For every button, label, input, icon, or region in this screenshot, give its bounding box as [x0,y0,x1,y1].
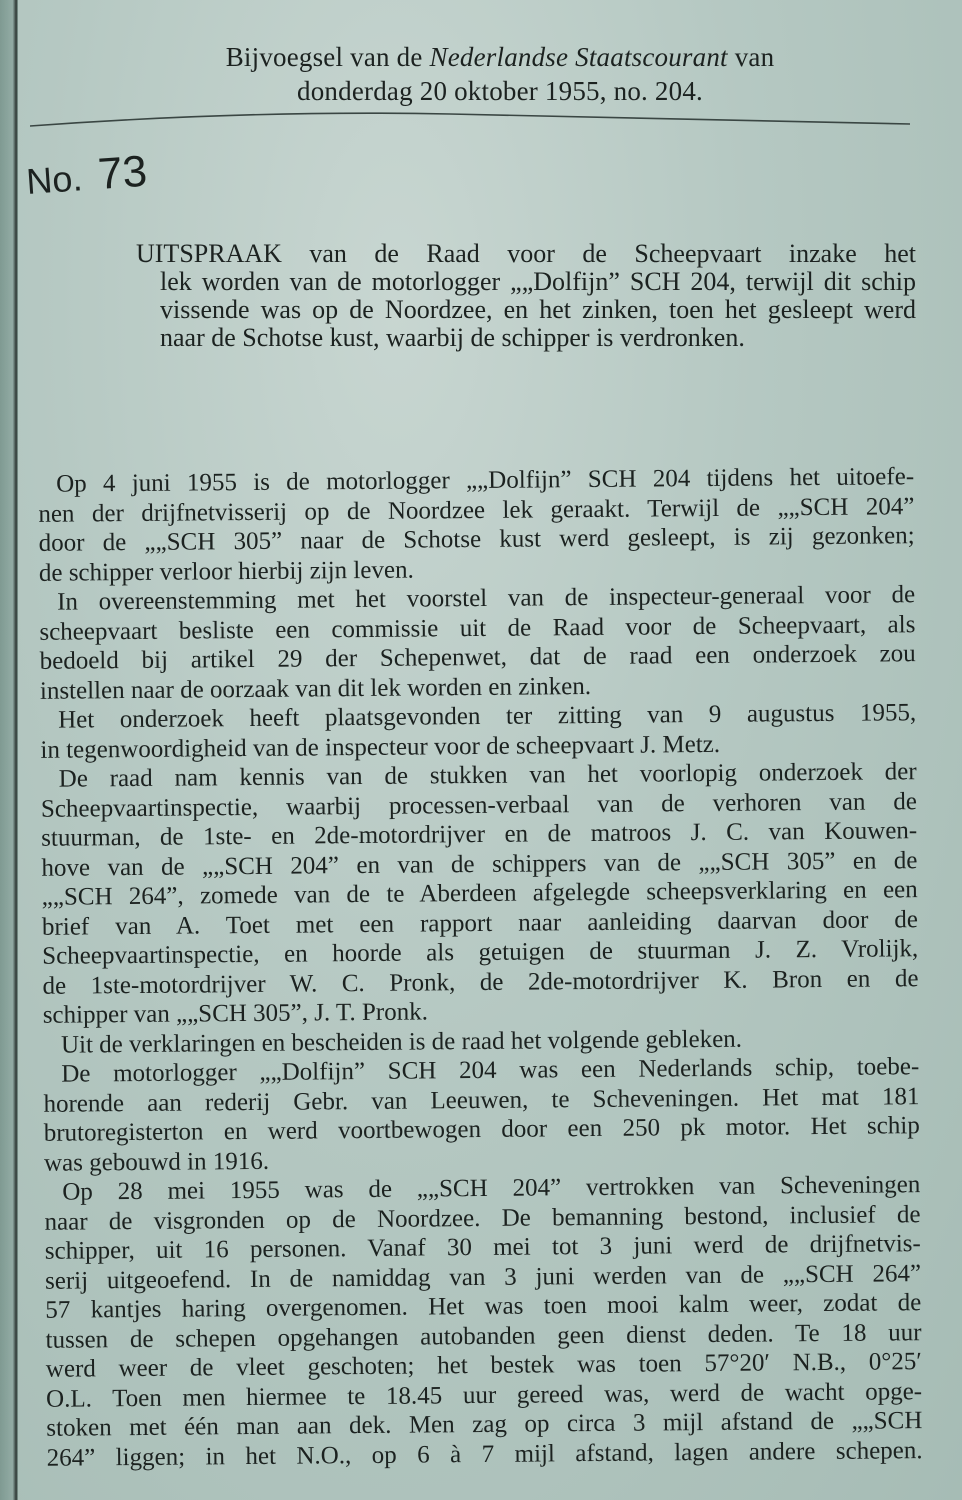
text-line: instellen naar de oorzaak van dit lek worden en zinken. [39,672,592,705]
book-spine-edge [0,0,18,1500]
number-label: No. [24,157,84,203]
text-line: brief van A. Toet met een rapport naar aanleiding daarvan door de [41,905,919,941]
text-line: Op 4 juni 1955 is de motorlogger „„Dolfijn” SCH 204 tijdens het uitoefe- [56,463,915,498]
text-line: werd weer de vleet geschoten; het bestek was toen 57°20′ N.B., 0°25′ [45,1348,922,1383]
header-line-1 [130,40,870,74]
text-line: Scheepvaartinspectie, en hoorde als getuigen de stuurman J. Z. Vrolijk, [42,935,919,970]
text-line: Op 28 mei 1955 was de „„SCH 204” vertrokken van Scheveningen [62,1171,921,1206]
paragraph [23,1052,920,1178]
header-suffix: van [727,42,775,72]
text-line: stuurman, de 1ste- en 2de-motordrijver en de matroos J. C. van Kouwen- [41,817,918,852]
text-line: in tegenwoordigheid van de inspecteur voor de scheepvaart J. Metz. [40,730,721,764]
text-line: horende aan rederij Gebr. van Leeuwen, te Scheveningen. Het mat 181 [43,1082,920,1118]
paragraph [20,698,916,765]
text-line: scheepvaart besliste een commissie uit de Raad voor de Scheepvaart, als [39,610,916,646]
text-line: stoken met één man aan dek. Men zag op circa 3 mijl afstand de „„SCH [46,1407,923,1442]
title-first-line: UITSPRAAK van de Raad voor de Scheepvaart inzake het [136,239,916,268]
text-line: Scheepvaartinspectie, waarbij processen-verbaal van de verhoren van de [40,787,918,823]
publication-header [130,40,870,108]
text-line: De raad nam kennis van de stukken van het voorlopig onderzoek der [58,758,917,793]
text-line: brutoregisterton en werd voortbewogen door een 250 pk motor. Het schip [43,1112,920,1147]
document-page [18,0,962,1500]
header-prefix: Bijvoegsel van de [225,42,430,72]
text-line: 264” liggen; in het N.O., op 6 à 7 mijl afstand, lagen andere schepen. [46,1436,923,1472]
text-line: door de „„SCH 305” naar de Schotse kust werd gesleept, is zij gezonken; [38,522,915,557]
text-line: de schipper verloor hierbij zijn leven. [38,556,414,587]
text-line: serij uitgeoefend. In de namiddag van 3 juni werden van de „„SCH 264” [44,1259,922,1295]
paragraph [18,462,915,588]
text-line: In overeenstemming met het voorstel van de inspecteur-generaal voor de [57,581,916,616]
header-line-2: donderdag 20 oktober 1955, no. 204. [297,76,703,106]
text-line: bedoeld bij artikel 29 der Schepenwet, dat de raad een onderzoek zou [39,640,916,675]
number-value: 73 [96,146,149,199]
text-line: schipper, uit 16 personen. Vanaf 30 mei tot 3 juni werd de drijfnetvis- [44,1230,921,1265]
text-line: schipper van „„SCH 305”, J. T. Pronk. [42,998,429,1029]
text-line: de 1ste-motordrijver W. C. Pronk, de 2de-motordrijver K. Bron en de [42,964,919,1000]
title-continuation: lek worden van de motorlogger „„Dolfijn” SCH 204, terwijl dit schip vissende was op de Noordzee, en het zinken, toen het gesleept werd naar de Schotse kust, waarbij de schipper is verdronken. [160,267,916,352]
body-text [18,462,923,1473]
document-number [25,147,149,205]
text-line: nen der drijfnetvisserij op de Noordzee lek geraakt. Terwijl de „„SCH 204” [38,492,915,528]
paragraph [24,1170,923,1473]
text-line: „„SCH 264”, zomede van de te Aberdeen afgelegde scheepsverklaring en een [41,876,918,911]
paragraph [19,580,916,706]
text-line: De motorlogger „„Dolfijn” SCH 204 was een Nederlands schip, toebe- [61,1053,920,1088]
text-line: hove van de „„SCH 204” en van de schippers van de „„SCH 305” en de [41,846,918,882]
text-line: was gebouwd in 1916. [43,1147,270,1177]
text-line: Het onderzoek heeft plaatsgevonden ter zitting van 9 augustus 1955, [58,699,917,734]
text-line: Uit de verklaringen en bescheiden is de raad het volgende gebleken. [60,1025,743,1059]
header-divider [30,108,910,128]
text-line: 57 kantjes haring overgenomen. Het was toen mooi kalm weer, zodat de [45,1289,922,1324]
header-publication-name: Nederlandse Staatscourant [429,42,728,72]
ruling-title [136,240,916,352]
text-line: tussen de schepen opgehangen autobanden geen dienst deden. Te 18 uur [45,1318,922,1354]
text-line: naar de visgronden op de Noordzee. De bemanning bestond, inclusief de [44,1200,921,1236]
paragraph [21,757,919,1030]
text-line: O.L. Toen men hiermee te 18.45 uur gereed was, werd de wacht opge- [45,1377,923,1413]
